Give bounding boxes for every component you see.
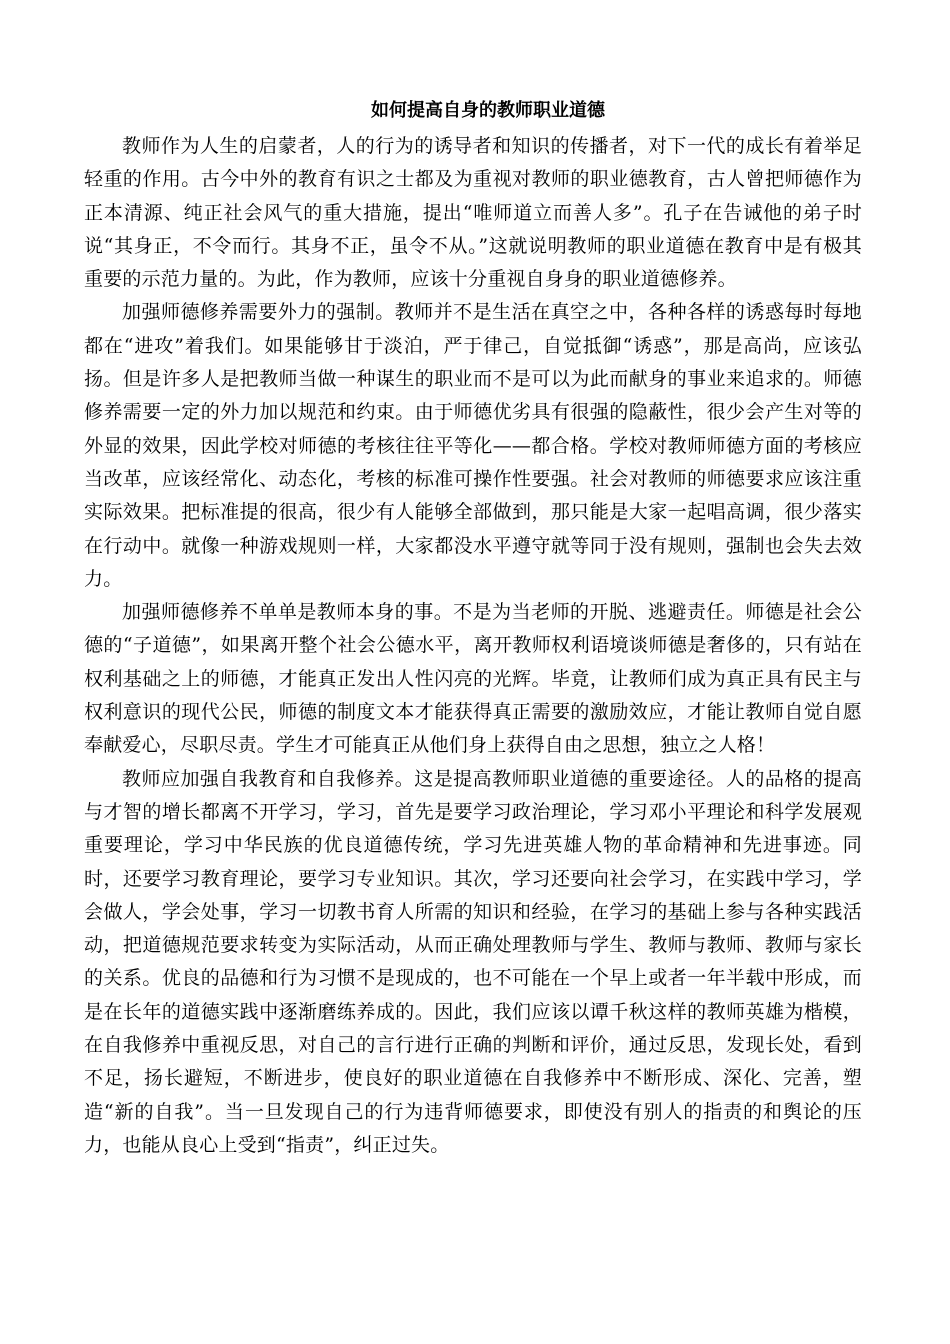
paragraph-1: 教师作为人生的启蒙者，人的行为的诱导者和知识的传播者，对下一代的成长有着举足轻重的作用。古今中外的教育有识之士都及为重视对教师的职业德教育，古人曾把师德作为正本清源、纯正社会风气的重大措施，提出“唯师道立而善人多”。孔子在告诫他的弟子时说“其身正，不令而行。其身不正，虽令不从。”这就说明教师的职业道德在教育中是有极其重要的示范力量的。为此，作为教师，应该十分重视自身身的职业道德修养。	[84, 135, 862, 291]
document-title: 如何提高自身的教师职业道德	[371, 100, 605, 121]
paragraph-2: 加强师德修养需要外力的强制。教师并不是生活在真空之中，各种各样的诱惑每时每地都在“进攻”着我们。如果能够甘于淡泊，严于律己，自觉抵御“诱惑”，那是高尚，应该弘扬。但是许多人是把教师当做一种谋生的职业而不是可以为此而献身的事业来追求的。师德修养需要一定的外力加以规范和约束。由于师德优劣具有很强的隐蔽性，很少会产生对等的外显的效果，因此学校对师德的考核往往平等化——都合格。学校对教师师德方面的考核应当改革，应该经常化、动态化，考核的标准可操作性要强。社会对教师的师德要求应该注重实际效果。把标准提的很高，很少有人能够全部做到，那只能是大家一起唱高调，很少落实在行动中。就像一种游戏规则一样，大家都没水平遵守就等同于没有规则，强制也会失去效力。	[84, 301, 862, 590]
paragraph-4: 教师应加强自我教育和自我修养。这是提高教师职业道德的重要途径。人的品格的提高与才智的增长都离不开学习，学习，首先是要学习政治理论，学习邓小平理论和科学发展观重要理论，学习中华民族的优良道德传统，学习先进英雄人物的革命精神和先进事迹。同时，还要学习教育理论，要学习专业知识。其次，学习还要向社会学习，在实践中学习，学会做人，学会处事，学习一切教书育人所需的知识和经验，在学习的基础上参与各种实践活动，把道德规范要求转变为实际活动，从而正确处理教师与学生、教师与教师、教师与家长的关系。优良的品德和行为习惯不是现成的，也不可能在一个早上或者一年半载中形成，而是在长年的道德实践中逐渐磨练养成的。因此，我们应该以谭千秋这样的教师英雄为楷模，在自我修养中重视反思，对自己的言行进行正确的判断和评价，通过反思，发现长处，看到不足，扬长避短，不断进步，使良好的职业道德在自我修养中不断形成、深化、完善，塑造“新的自我”。当一旦发现自己的行为违背师德要求，即使没有别人的指责的和舆论的压力，也能从良心上受到“指责”，纠正过失。	[84, 767, 862, 1156]
document-page	[84, 96, 862, 1162]
paragraph-3: 加强师德修养不单单是教师本身的事。不是为当老师的开脱、逃避责任。师德是社会公德的“子道德”，如果离开整个社会公德水平，离开教师权利语境谈师德是奢侈的，只有站在权利基础之上的师德，才能真正发出人性闪亮的光辉。毕竟，让教师们成为真正具有民主与权利意识的现代公民，师德的制度文本才能获得真正需要的激励效应，才能让教师自觉自愿奉献爱心，尽职尽责。学生才可能真正从他们身上获得自由之思想，独立之人格！	[84, 601, 862, 757]
